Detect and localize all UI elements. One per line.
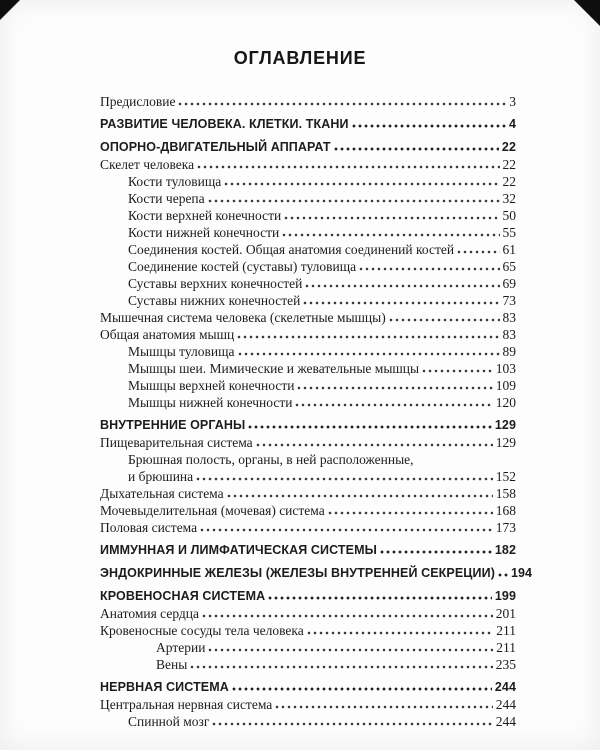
toc-entry-label: Предисловие [100,94,176,109]
toc-list [100,93,533,730]
toc-entry [100,713,516,730]
toc-entry-label: Брюшная полость, органы, в ней расположенные, [128,452,414,467]
toc-leader-dots [232,687,492,691]
toc-entry [100,588,516,605]
toc-entry-label: Кости туловища [128,174,222,189]
toc-leader-dots [328,511,493,515]
toc-entry-page: 103 [495,361,516,376]
toc-entry-page: 199 [494,589,516,603]
toc-leader-dots [256,443,493,447]
toc-leader-dots [275,705,492,709]
toc-entry-page: 235 [495,657,516,672]
toc-entry-label: Вены [156,657,188,672]
toc-leader-dots [457,250,499,254]
toc-entry-label: НЕРВНАЯ СИСТЕМА [100,680,229,694]
toc-entry-page: 83 [502,310,516,325]
toc-leader-dots [380,550,492,554]
toc-entry-page: 4 [508,117,516,131]
toc-leader-dots [237,335,499,339]
toc-entry [100,258,516,275]
toc-leader-dots [208,648,493,652]
toc-entry-label: Суставы нижних конечностей [128,293,301,308]
toc-entry [100,207,516,224]
toc-entry-page: 65 [502,259,516,274]
toc-entry-page: 244 [495,697,516,712]
toc-entry [100,190,516,207]
toc-entry-label: РАЗВИТИЕ ЧЕЛОВЕКА. КЛЕТКИ. ТКАНИ [100,117,349,131]
toc-leader-dots [282,233,499,237]
toc-entry [100,656,516,673]
toc-entry-page: 22 [502,157,516,172]
toc-entry-page: 173 [495,520,516,535]
toc-entry [100,519,516,536]
toc-leader-dots [202,614,493,618]
toc-entry [100,173,516,190]
toc-entry-page: 69 [502,276,516,291]
toc-entry-page: 211 [496,623,516,638]
toc-entry-label: Спинной мозг [128,714,210,729]
toc-entry [100,565,533,582]
toc-entry-label: КРОВЕНОСНАЯ СИСТЕМА [100,589,266,603]
toc-entry [100,622,516,639]
toc-entry-page: 182 [494,543,516,557]
toc-entry [100,326,516,343]
toc-entry-page: 22 [502,174,516,189]
toc-entry [100,275,516,292]
toc-entry [100,394,516,411]
toc-entry [100,139,516,156]
toc-leader-dots [498,573,508,577]
toc-leader-dots [212,722,492,726]
toc-entry-label: ВНУТРЕННИЕ ОРГАНЫ [100,418,246,432]
toc-entry [100,542,516,559]
toc-leader-dots [200,528,493,532]
toc-entry-label: Соединение костей (суставы) туловища [128,259,357,274]
toc-entry [100,93,516,110]
toc-entry-page: 83 [502,327,516,342]
toc-entry-page: 158 [495,486,516,501]
toc-entry-page: 61 [502,242,516,257]
toc-entry [100,434,516,451]
toc-entry [100,156,516,173]
toc-leader-dots [238,352,500,356]
scan-corner-artifact-right [574,0,600,26]
toc-entry-page: 120 [495,395,516,410]
page-title: ОГЛАВЛЕНИЕ [233,48,367,68]
toc-entry-page: 168 [495,503,516,518]
toc-leader-dots [352,124,506,128]
toc-leader-dots [190,665,492,669]
toc-entry-page: 211 [496,640,516,655]
toc-entry [100,292,516,309]
toc-entry-page: 194 [510,566,533,580]
toc-entry-page: 201 [495,606,516,621]
toc-entry [100,468,516,485]
toc-leader-dots [197,165,499,169]
toc-entry-label: Дыхательная система [100,486,224,501]
toc-entry-label: Кости верхней конечности [128,208,282,223]
toc-leader-dots [359,267,499,271]
toc-entry-label: Мышечная система человека (скелетные мышцы) [100,310,386,325]
toc-entry-label: Пищеварительная система [100,435,253,450]
toc-leader-dots [268,596,492,600]
toc-entry [100,116,516,133]
toc-entry [100,639,516,656]
toc-entry [100,417,516,434]
toc-entry [100,696,516,713]
toc-entry-label: Центральная нервная система [100,697,273,712]
toc-leader-dots [389,318,500,322]
toc-leader-dots [295,403,492,407]
toc-entry-label: Кровеносные сосуды тела человека [100,623,304,638]
toc-entry [100,485,516,502]
toc-entry [100,224,516,241]
toc-entry [100,343,516,360]
toc-entry-page: 3 [509,94,516,109]
toc-entry-page: 109 [495,378,516,393]
toc-entry [100,360,516,377]
toc-entry-label: Суставы верхних конечностей [128,276,303,291]
toc-leader-dots [178,102,506,106]
toc-leader-dots [305,284,499,288]
toc-leader-dots [334,147,499,151]
toc-entry-label: ЭНДОКРИННЫЕ ЖЕЛЕЗЫ (ЖЕЛЕЗЫ ВНУТРЕННЕЙ СЕКРЕЦИИ) [100,566,495,580]
toc-entry-label: Мочевыделительная (мочевая) система [100,503,325,518]
toc-entry-label: Мышцы нижней конечности [128,395,293,410]
toc-entry-page: 89 [502,344,516,359]
toc-entry-label: Кости нижней конечности [128,225,280,240]
toc-leader-dots [227,494,493,498]
toc-entry-label: Скелет человека [100,157,195,172]
toc-entry-label: Мышцы шеи. Мимические и жевательные мышцы [128,361,420,376]
toc-entry-page: 129 [494,418,516,432]
toc-entry-label: и брюшина [128,469,194,484]
toc-entry-label: Анатомия сердца [100,606,199,621]
toc-leader-dots [224,182,499,186]
toc-leader-dots [284,216,499,220]
toc-entry-label: Соединения костей. Общая анатомия соединений костей [128,242,455,257]
toc-entry [100,241,516,258]
toc-entry-label: Кости черепа [128,191,205,206]
toc-entry-label: Артерии [156,640,206,655]
toc-entry [100,605,516,622]
toc-entry-page: 55 [502,225,516,240]
toc-entry-label: ОПОРНО-ДВИГАТЕЛЬНЫЙ АППАРАТ [100,140,331,154]
toc-leader-dots [307,631,493,635]
toc-entry-label: Мышцы туловища [128,344,235,359]
toc-entry-label: Мышцы верхней конечности [128,378,295,393]
toc-leader-dots [303,301,499,305]
toc-entry-label: Общая анатомия мышц [100,327,235,342]
toc-entry [100,679,516,696]
toc-entry [100,309,516,326]
scan-corner-artifact-left [0,0,20,20]
toc-entry-page: 152 [495,469,516,484]
toc-entry-page: 244 [494,680,516,694]
toc-leader-dots [196,477,493,481]
toc-entry [100,377,516,394]
toc-entry-page: 244 [495,714,516,729]
toc-entry-label: Половая система [100,520,198,535]
toc-entry-label: ИММУННАЯ И ЛИМФАТИЧЕСКАЯ СИСТЕМЫ [100,543,377,557]
toc-entry [100,451,516,468]
toc-entry [100,502,516,519]
toc-entry-page: 129 [495,435,516,450]
toc-leader-dots [422,369,493,373]
toc-entry-page: 32 [502,191,516,206]
toc-entry-page: 22 [501,140,516,154]
toc-entry-page: 50 [502,208,516,223]
toc-leader-dots [297,386,492,390]
toc-leader-dots [208,199,500,203]
toc-entry-page: 73 [502,293,516,308]
toc-leader-dots [248,425,492,429]
